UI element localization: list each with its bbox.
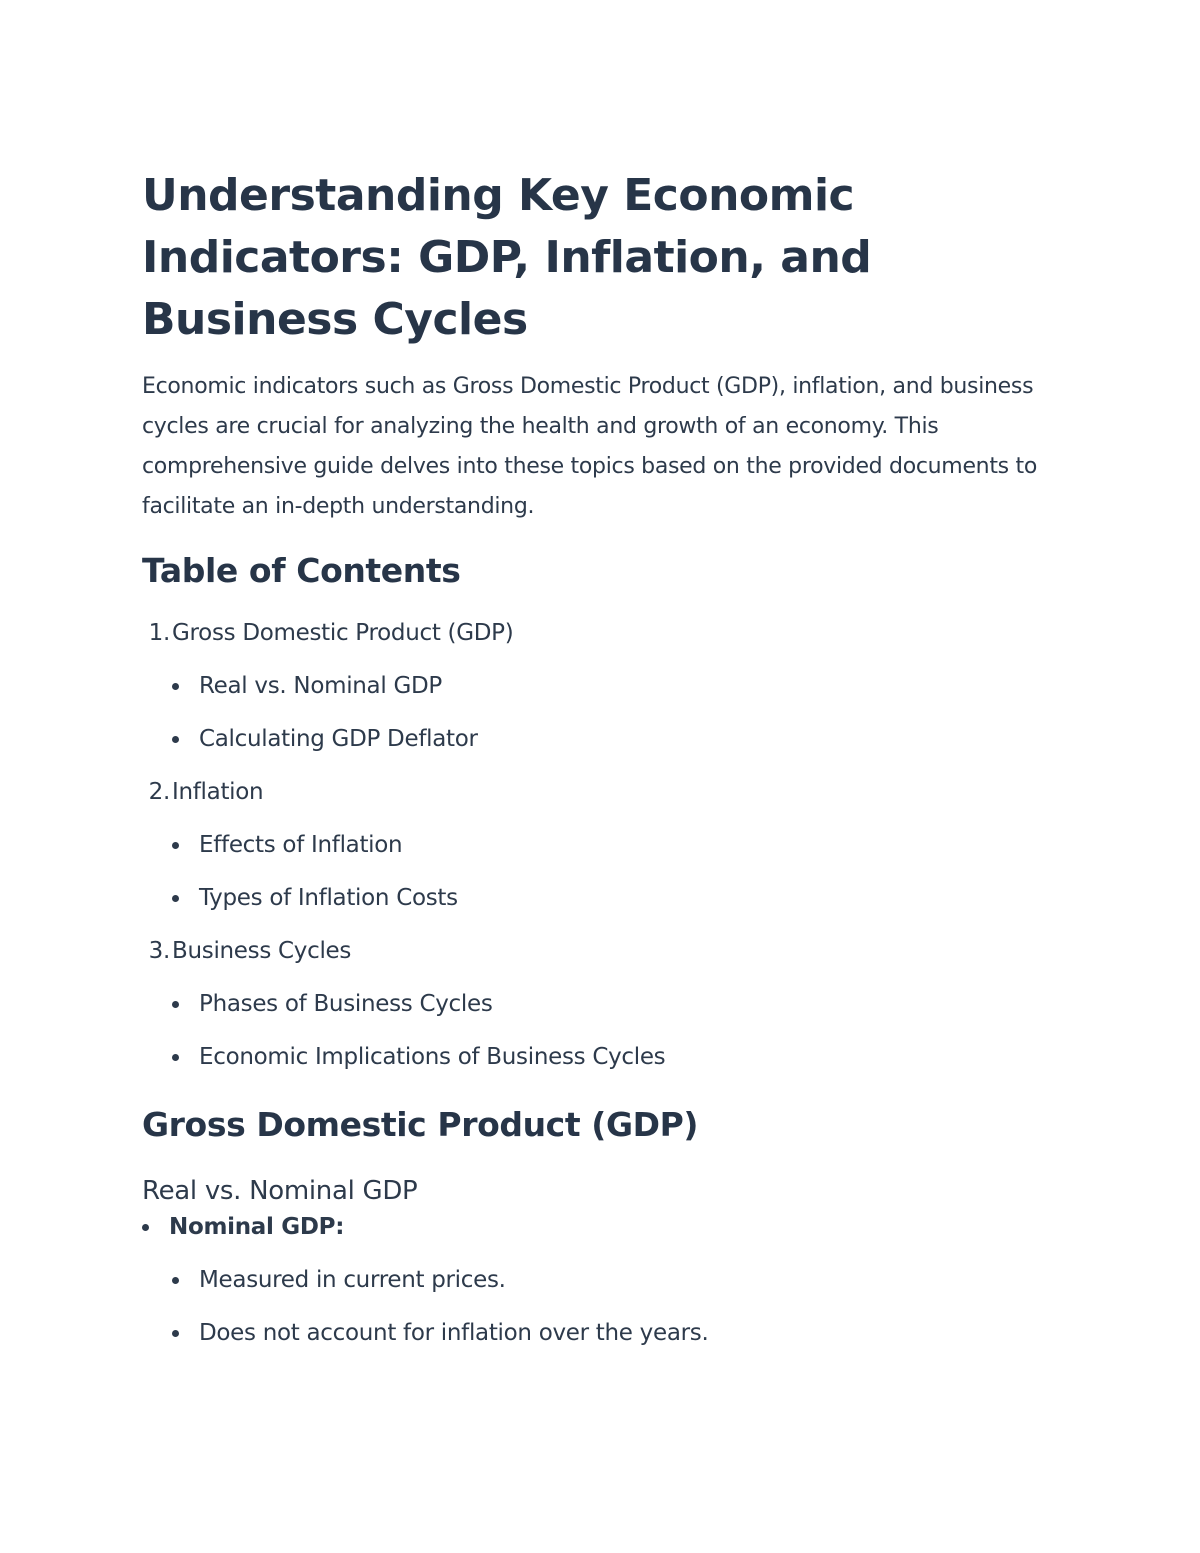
toc-subitem-label: Phases of Business Cycles [199,991,493,1017]
toc-subitem [142,1039,1072,1075]
toc-subitem-label: Economic Implications of Business Cycles [199,1044,666,1070]
toc-subitem [142,880,1072,916]
list-item [142,1315,1072,1351]
toc-item-label: Inflation [172,779,264,805]
bullet-icon [172,1330,179,1337]
list-item-text: Measured in current prices. [199,1267,506,1293]
toc-item-gdp [142,615,1072,757]
toc-subitem-label: Types of Inflation Costs [199,885,458,911]
toc-subitem [142,827,1072,863]
list-item-text: Does not account for inflation over the years. [199,1320,709,1346]
toc-subitem [142,986,1072,1022]
toc-subitem-label: Effects of Inflation [199,832,403,858]
toc-item-label: Gross Domestic Product (GDP) [172,620,514,646]
toc-heading: Table of Contents [142,551,461,590]
toc-item-inflation [142,774,1072,916]
bullet-icon [172,1001,179,1008]
toc-subitem [142,668,1072,704]
toc-item-number: 2. [148,779,170,805]
toc-subitem-label: Calculating GDP Deflator [199,726,478,752]
bullet-icon [172,736,179,743]
bullet-icon [172,842,179,849]
bullet-icon [172,895,179,902]
bullet-icon [172,683,179,690]
bullet-icon [172,1054,179,1061]
bullet-icon [172,1277,179,1284]
bullet-icon [142,1224,149,1231]
toc-item-number: 1. [148,620,170,646]
toc-item-business-cycles [142,933,1072,1075]
toc-item-label: Business Cycles [172,938,352,964]
document-page [142,165,1072,1368]
page-title: Understanding Key Economic Indicators: GDP, Inflation, and Business Cycles [142,170,872,345]
gdp-section-heading: Gross Domestic Product (GDP) [142,1105,699,1144]
intro-paragraph: Economic indicators such as Gross Domestic Product (GDP), inflation, and business cycles are crucial for analyzing the health and growth of an economy. This comprehensive guide delves into these topics based on the provided documents to facilitate an in-depth understanding. [142,374,1037,519]
nominal-gdp-list [142,1209,1072,1351]
list-item [142,1262,1072,1298]
toc-subitem [142,721,1072,757]
toc-item-number: 3. [148,938,170,964]
nominal-gdp-label: Nominal GDP: [169,1214,345,1240]
toc-subitem-label: Real vs. Nominal GDP [199,673,442,699]
table-of-contents [142,615,1072,1075]
list-item [142,1209,1072,1351]
gdp-subheading: Real vs. Nominal GDP [142,1176,418,1206]
